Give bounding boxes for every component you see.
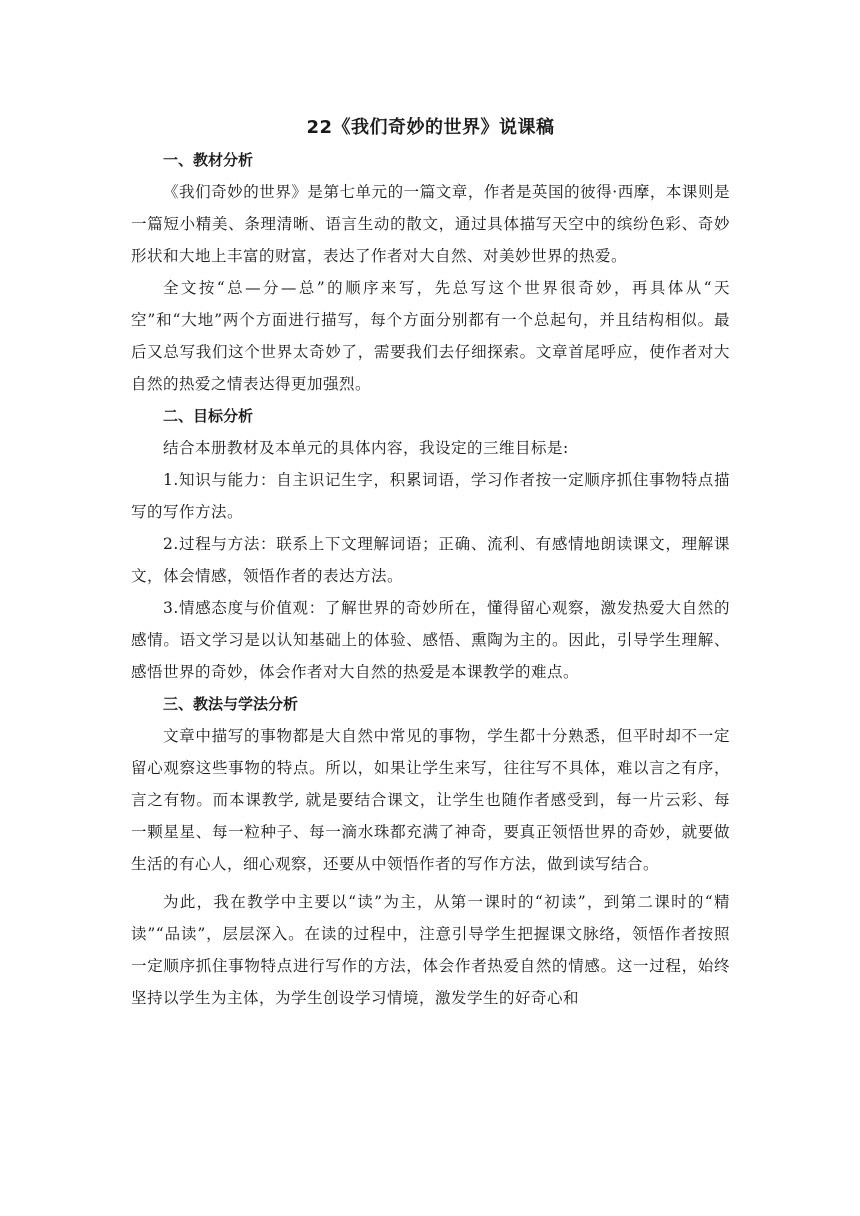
- document-title: 22《我们奇妙的世界》说课稿: [306, 117, 555, 138]
- section-heading-textbook-analysis: 一、教材分析: [163, 151, 254, 169]
- paragraph: 3.情感态度与价值观：了解世界的奇妙所在，懂得留心观察，激发热爱大自然的感情。语文学习是以认知基础上的体验、感悟、熏陶为主的。因此，引导学生理解、感悟世界的奇妙，体会作者对大自然的热爱是本课教学的难点。: [131, 599, 730, 681]
- paragraph: 2.过程与方法：联系上下文理解词语；正确、流利、有感情地朗读课文，理解课文，体会情感，领悟作者的表达方法。: [131, 535, 730, 585]
- paragraph: 全文按“总—分—总”的顺序来写，先总写这个世界很奇妙，再具体从“天空”和“大地”两个方面进行描写，每个方面分别都有一个总起句，并且结构相似。最后又总写我们这个世界太奇妙了，需要我们去仔细探索。文章首尾呼应，使作者对大自然的热爱之情表达得更加强烈。: [131, 279, 730, 393]
- section-heading-objective-analysis: 二、目标分析: [163, 407, 254, 425]
- section-heading-methods-analysis: 三、教法与学法分析: [163, 695, 299, 713]
- paragraph: 为此，我在教学中主要以“读”为主，从第一课时的“初读”，到第二课时的“精读”“品读”，层层深入。在读的过程中，注意引导学生把握课文脉络，领悟作者按照一定顺序抓住事物特点进行写作的方法，体会作者热爱自然的情感。这一过程，始终坚持以学生为主体，为学生创设学习情境，激发学生的好奇心和: [131, 893, 730, 1007]
- paragraph: 《我们奇妙的世界》是第七单元的一篇文章，作者是英国的彼得·西摩，本课则是一篇短小精美、条理清晰、语言生动的散文，通过具体描写天空中的缤纷色彩、奇妙形状和大地上丰富的财富，表达了作者对大自然、对美妙世界的热爱。: [131, 183, 730, 265]
- paragraph: 结合本册教材及本单元的具体内容，我设定的三维目标是:: [163, 439, 569, 457]
- paragraph: 1.知识与能力：自主识记生字，积累词语，学习作者按一定顺序抓住事物特点描写的写作方法。: [131, 471, 730, 521]
- paragraph: 文章中描写的事物都是大自然中常见的事物，学生都十分熟悉，但平时却不一定留心观察这些事物的特点。所以，如果让学生来写，往往写不具体，难以言之有序，言之有物。而本课教学, 就是要结合课文，让学生也随作者感受到，每一片云彩、每一颗星星、每一粒种子、每一滴水珠都充满了神奇，要真正领悟世界的奇妙，就要做生活的有心人，细心观察，还要从中领悟作者的写作方法，做到读写结合。: [131, 727, 730, 873]
- document-body: [131, 112, 730, 1014]
